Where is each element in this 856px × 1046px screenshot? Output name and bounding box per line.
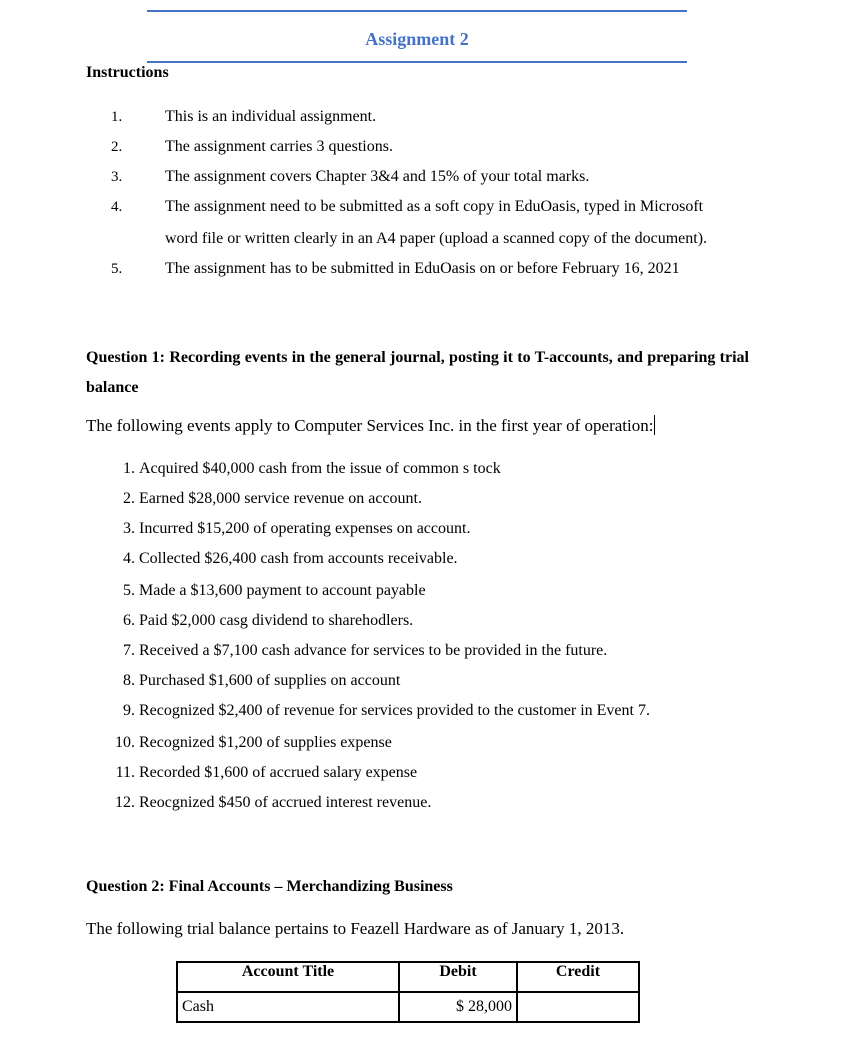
instruction-text: This is an individual assignment.: [165, 108, 377, 125]
event-text: Reocgnized $450 of accrued interest revenue.: [139, 794, 432, 811]
instruction-number: 3.: [111, 169, 123, 185]
table-header-row: [177, 962, 639, 992]
question1-intro-text: The following events apply to Computer Services Inc. in the first year of operation:: [86, 416, 654, 435]
event-number: 6.: [123, 612, 135, 629]
event-number: 9.: [123, 702, 135, 719]
instruction-number: 5.: [111, 261, 123, 277]
event-number: 4.: [123, 550, 135, 567]
question1-heading: Question 1: Recording events in the general journal, posting it to T-accounts, and preparing trial balance: [86, 349, 749, 396]
instruction-text: The assignment carries 3 questions.: [165, 138, 393, 155]
instruction-number: 2.: [111, 139, 123, 155]
text-cursor: [654, 415, 655, 435]
event-text: Acquired $40,000 cash from the issue of common s tock: [139, 460, 501, 477]
event-text: Recorded $1,600 of accrued salary expense: [139, 764, 418, 781]
question2-heading: Question 2: Final Accounts – Merchandizing Business: [86, 878, 453, 895]
event-text: Made a $13,600 payment to account payable: [139, 582, 426, 599]
column-header-credit: Credit: [517, 962, 639, 992]
column-header-debit: Debit: [399, 962, 517, 992]
instructions-heading: Instructions: [86, 64, 169, 81]
event-number: 5.: [123, 582, 135, 599]
question2-intro: The following trial balance pertains to Feazell Hardware as of January 1, 2013.: [86, 919, 625, 938]
event-number: 8.: [123, 672, 135, 689]
event-number: 12.: [115, 794, 135, 811]
event-text: Earned $28,000 service revenue on account.: [139, 490, 422, 507]
event-text: Recognized $2,400 of revenue for services provided to the customer in Event 7.: [139, 702, 650, 719]
event-number: 7.: [123, 642, 135, 659]
question1-intro: [86, 415, 655, 436]
table-row: [177, 992, 639, 1022]
event-text: Paid $2,000 casg dividend to sharehodlers.: [139, 612, 414, 629]
event-text: Purchased $1,600 of supplies on account: [139, 672, 401, 689]
event-text: Collected $26,400 cash from accounts receivable.: [139, 550, 458, 567]
event-text: Received a $7,100 cash advance for services to be provided in the future.: [139, 642, 608, 659]
account-cell: Cash: [177, 992, 399, 1022]
instruction-number: 4.: [111, 199, 123, 215]
column-header-account-title: Account Title: [177, 962, 399, 992]
instruction-text: The assignment need to be submitted as a soft copy in EduOasis, typed in Microsoft: [165, 198, 704, 215]
instruction-number: 1.: [111, 109, 123, 125]
event-number: 1.: [123, 460, 135, 477]
event-text: Incurred $15,200 of operating expenses on account.: [139, 520, 471, 537]
event-number: 11.: [115, 764, 135, 781]
event-number: 3.: [123, 520, 135, 537]
trial-balance-table: [176, 961, 640, 1023]
title-top-rule: [147, 10, 687, 12]
instruction-text-continued: word file or written clearly in an A4 paper (upload a scanned copy of the document).: [165, 230, 708, 247]
credit-cell: [517, 992, 639, 1022]
page-title: Assignment 2: [365, 29, 469, 49]
instruction-text: The assignment covers Chapter 3&4 and 15% of your total marks.: [165, 168, 590, 185]
instruction-text: The assignment has to be submitted in EduOasis on or before February 16, 2021: [165, 260, 680, 277]
event-number: 2.: [123, 490, 135, 507]
title-bottom-rule: [147, 61, 687, 63]
event-text: Recognized $1,200 of supplies expense: [139, 734, 392, 751]
event-number: 10.: [115, 734, 135, 751]
debit-cell: $ 28,000: [399, 992, 517, 1022]
